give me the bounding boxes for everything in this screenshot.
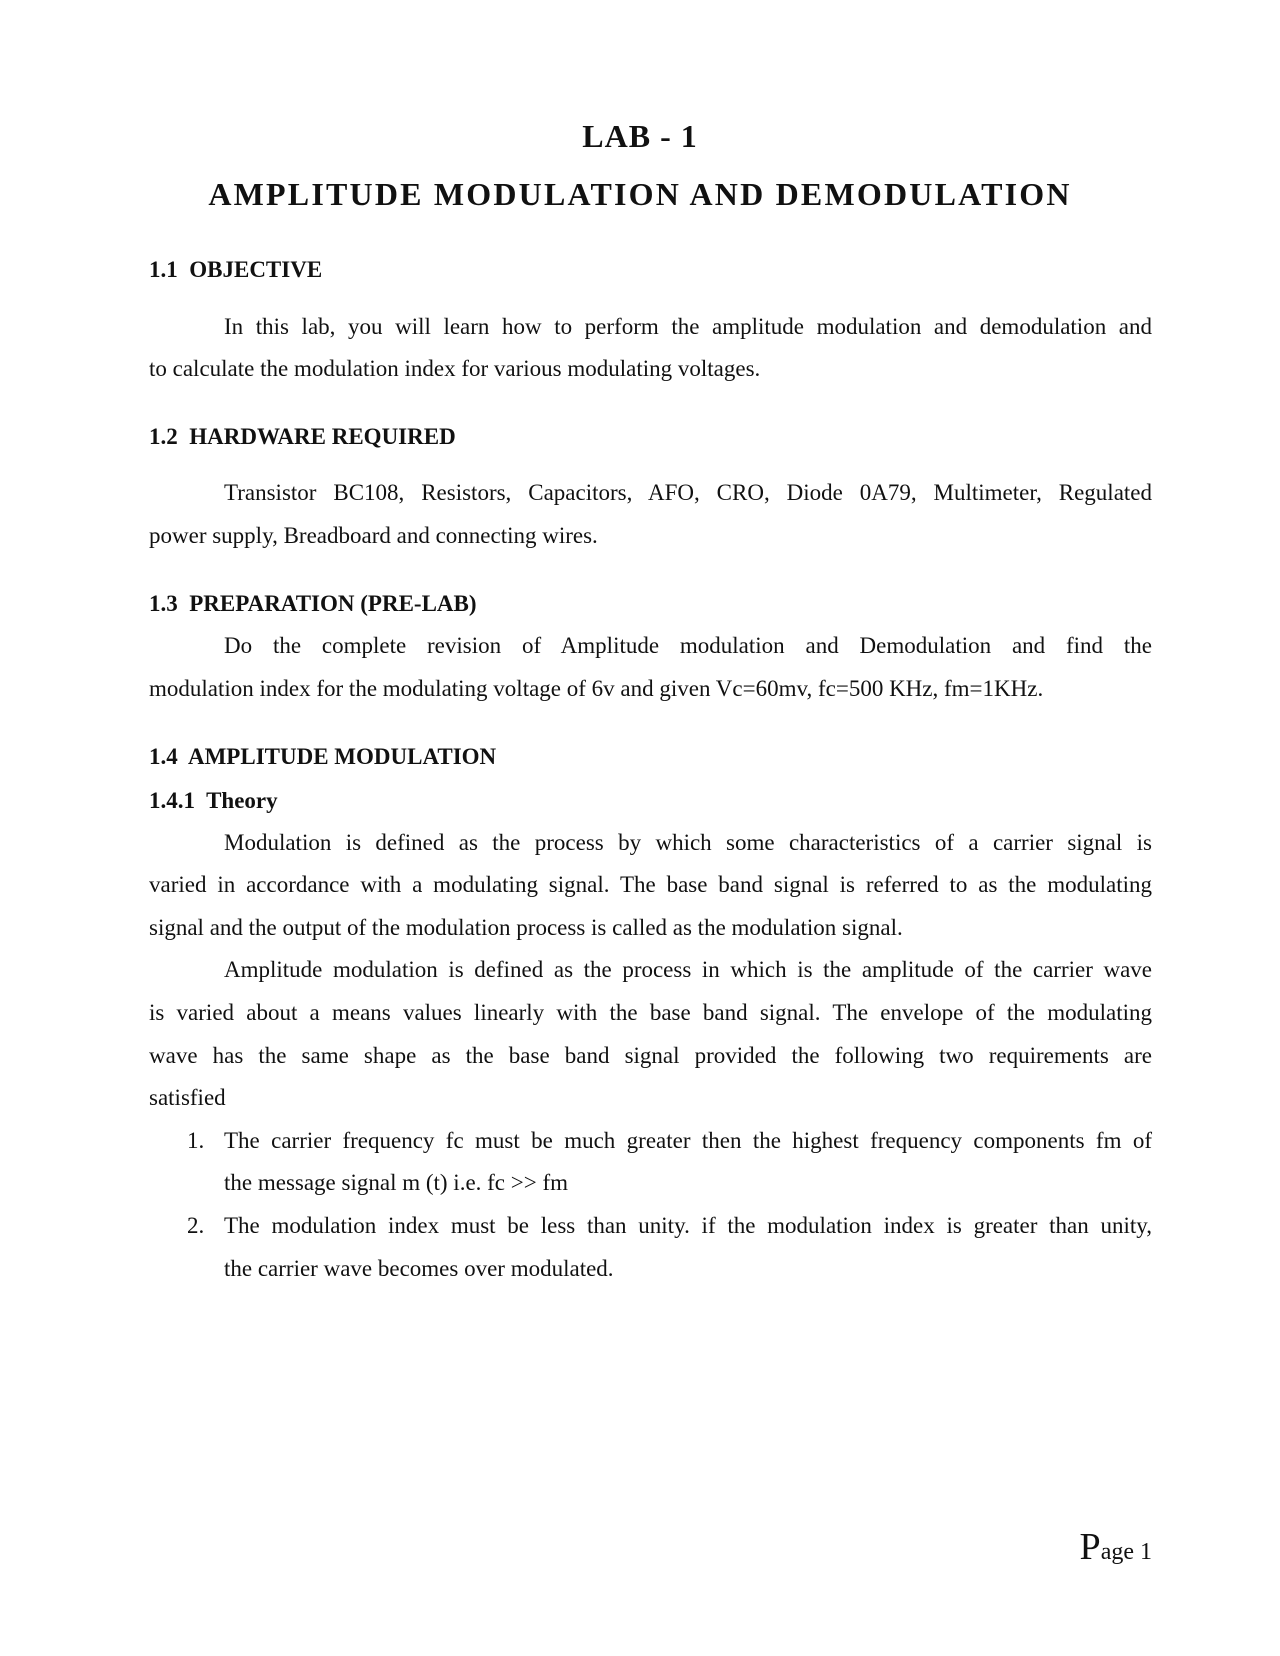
theory-para1-line-3: signal and the output of the modulation process is called as the modulation signal.: [149, 915, 903, 940]
preparation-heading: 1.3 PREPARATION (PRE-LAB): [149, 591, 477, 616]
objective-line-1: In this lab, you will learn how to perform the amplitude modulation and demodulation and: [224, 314, 1152, 339]
page-number-initial: P: [1079, 1526, 1101, 1568]
list-item-2-line-2: the carrier wave becomes over modulated.: [224, 1256, 614, 1281]
list-number-2: 2.: [187, 1213, 205, 1238]
theory-para2-line-3: wave has the same shape as the base band signal provided the following two requirements are: [149, 1043, 1152, 1068]
list-number-1: 1.: [187, 1128, 205, 1153]
preparation-line-1: Do the complete revision of Amplitude modulation and Demodulation and find the: [224, 633, 1152, 658]
theory-para2-line-1: Amplitude modulation is defined as the process in which is the amplitude of the carrier wave: [224, 957, 1152, 982]
theory-para1-line-2: varied in accordance with a modulating signal. The base band signal is referred to as the modulating: [149, 872, 1152, 897]
preparation-line-2: modulation index for the modulating voltage of 6v and given Vc=60mv, fc=500 KHz, fm=1KHz.: [149, 676, 1044, 701]
hardware-line-2: power supply, Breadboard and connecting wires.: [149, 523, 598, 548]
theory-para2-line-4: satisfied: [149, 1085, 226, 1110]
am-heading: 1.4 AMPLITUDE MODULATION: [149, 744, 497, 769]
theory-para2-line-2: is varied about a means values linearly with the base band signal. The envelope of the modulating: [149, 1000, 1152, 1025]
theory-para1-line-1: Modulation is defined as the process by which some characteristics of a carrier signal is: [224, 830, 1152, 855]
page-number-rest: age 1: [1100, 1539, 1152, 1565]
lab-label: LAB - 1: [582, 118, 698, 154]
page-title: AMPLITUDE MODULATION AND DEMODULATION: [208, 176, 1072, 212]
hardware-line-1: Transistor BC108, Resistors, Capacitors, AFO, CRO, Diode 0A79, Multimeter, Regulated: [224, 480, 1152, 505]
list-item-2-line-1: The modulation index must be less than unity. if the modulation index is greater than unity,: [224, 1213, 1152, 1238]
theory-heading: 1.4.1 Theory: [149, 788, 278, 813]
objective-heading: 1.1 OBJECTIVE: [149, 257, 323, 282]
list-item-1-line-2: the message signal m (t) i.e. fc >> fm: [224, 1170, 569, 1195]
hardware-heading: 1.2 HARDWARE REQUIRED: [149, 424, 456, 449]
objective-line-2: to calculate the modulation index for various modulating voltages.: [149, 356, 761, 381]
list-item-1-line-1: The carrier frequency fc must be much greater then the highest frequency components fm of: [224, 1128, 1152, 1153]
page-number: [1080, 1525, 1152, 1569]
